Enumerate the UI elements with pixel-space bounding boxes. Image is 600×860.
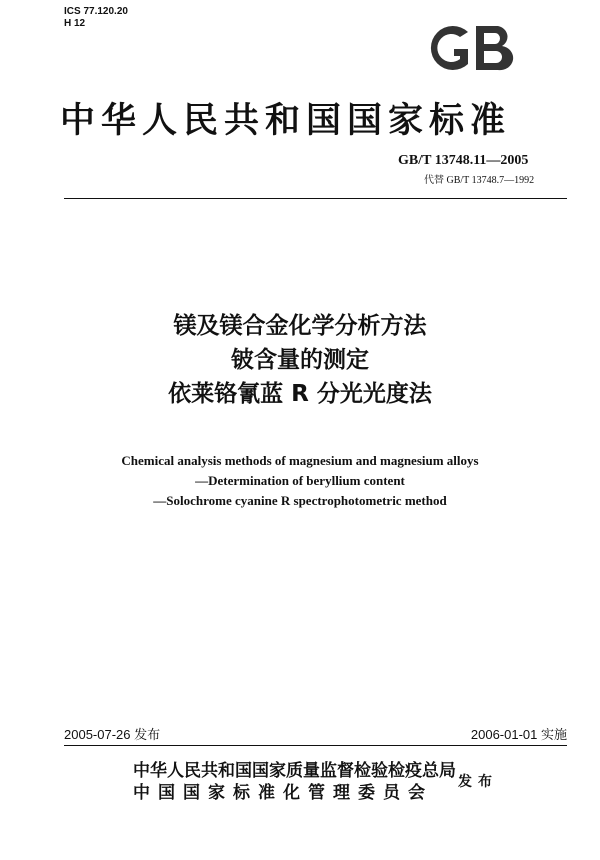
english-title: [0, 451, 600, 511]
top-divider: [64, 198, 567, 199]
chinese-title-line: 铍含量的测定: [231, 347, 369, 373]
ccs-code: H 12: [64, 18, 86, 29]
replaces-standard: 代替 GB/T 13748.7—1992: [424, 175, 535, 186]
standard-number: GB/T 13748.11—2005: [398, 153, 529, 168]
national-standard-title: 中华人民共和国国家标准: [60, 101, 512, 141]
english-title-line: —Solochrome cyanine R spectrophotometric method: [153, 493, 447, 508]
english-title-line: —Determination of beryllium content: [195, 473, 405, 488]
publish-label: 发布: [458, 774, 498, 790]
publisher-line: 中华人民共和国国家质量监督检验检疫总局: [133, 761, 456, 781]
classification-codes: [64, 6, 128, 30]
publisher-line: 中国国家标准化管理委员会: [133, 783, 433, 803]
gb-logo-icon: [424, 18, 518, 78]
bottom-divider: [64, 745, 567, 746]
chinese-title-line: 依莱铬氰蓝 R 分光光度法: [168, 381, 432, 407]
issue-date: 2005-07-26 发布: [64, 727, 161, 742]
publisher-block: [133, 760, 456, 804]
chinese-title: [0, 309, 600, 411]
english-title-line: Chemical analysis methods of magnesium and magnesium alloys: [121, 453, 479, 468]
effective-date: 2006-01-01 实施: [470, 727, 567, 742]
chinese-title-line: 镁及镁合金化学分析方法: [173, 313, 427, 339]
ics-code: ICS 77.120.20: [64, 6, 128, 17]
